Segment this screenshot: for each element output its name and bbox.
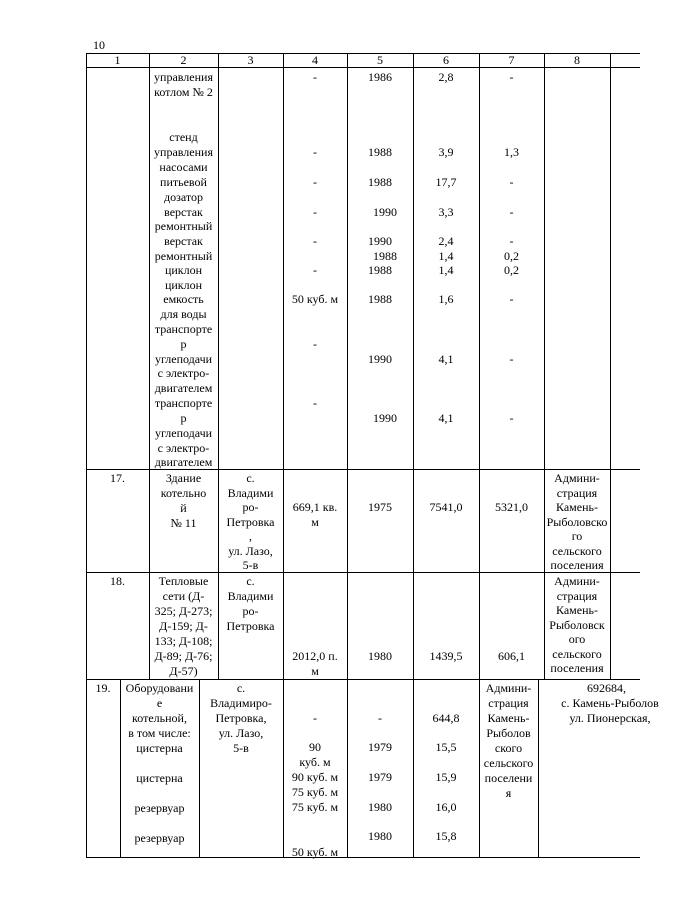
residual-value: 5321,0 (495, 500, 528, 514)
owner: Камень- (487, 711, 530, 725)
address: Владими (227, 589, 274, 603)
owner: ого (568, 632, 586, 646)
equipment-name: двигателем (154, 455, 213, 469)
cost-value: 3,3 (438, 205, 454, 219)
year-value: 1990 (368, 234, 392, 248)
year-value: 1990 (368, 352, 392, 366)
equipment-name: насосами (159, 160, 208, 174)
residual-value: - (509, 234, 514, 248)
residual-value: - (509, 411, 514, 425)
column-header-6: 6 (443, 53, 449, 67)
object-name: цистерна (136, 741, 183, 755)
year-value: 1980 (368, 829, 392, 843)
cost-value: 15,5 (435, 740, 457, 754)
object-name: Д-57) (169, 664, 198, 678)
object-name: Оборудовани (125, 681, 194, 695)
owner: сельского (552, 543, 602, 558)
owner: страция (488, 696, 529, 710)
owner: поселения (550, 558, 604, 572)
object-name: котельно (160, 486, 207, 500)
cost-value: 4,1 (438, 352, 454, 366)
object-name: Д-159; Д- (159, 619, 208, 633)
cost-value: 3,9 (438, 145, 454, 159)
column-header-5: 5 (377, 53, 383, 67)
area-value: - (313, 263, 317, 277)
residual-value: - (509, 70, 514, 84)
owner: сельского (552, 646, 602, 661)
cost-value: 15,9 (435, 770, 457, 784)
column-header-1: 1 (114, 53, 121, 67)
column-header-7: 7 (508, 53, 515, 67)
equipment-name: верстак (164, 234, 203, 248)
r19-column-rule-0 (86, 679, 87, 857)
equipment-name: р (180, 337, 187, 351)
object-name: Здание (165, 471, 202, 485)
cost-value: 1,4 (438, 249, 454, 263)
equipment-name: управления (154, 70, 213, 84)
cost-value: 17,7 (435, 175, 457, 189)
equipment-name: верстак (164, 205, 203, 219)
year-value: 1980 (368, 649, 392, 663)
area-value: - (313, 205, 317, 219)
area-value: 2012,0 п. (292, 649, 338, 663)
area-value: 75 куб. м (291, 785, 339, 799)
area-value: куб. м (299, 755, 331, 769)
owner: Админи- (485, 681, 532, 695)
equipment-name: стенд (169, 130, 198, 144)
year-value: 1990 (373, 205, 397, 219)
address: ул. Лазо, (218, 726, 264, 740)
year-value: 1988 (373, 249, 397, 263)
year-value: 1988 (368, 292, 392, 306)
owner: Рыболовско (546, 514, 608, 529)
year-value: - (378, 711, 382, 725)
owner: Админи- (554, 574, 600, 588)
owner: Рыболовск (549, 617, 605, 632)
address: с. (246, 471, 255, 485)
residual-value: - (509, 205, 514, 219)
object-name: резервуар (134, 831, 185, 845)
owner: ского (494, 741, 523, 755)
equipment-name: питьевой (160, 175, 207, 189)
year-value: 1988 (368, 145, 392, 159)
equipment-name: транспорте (154, 322, 213, 336)
address: , (249, 529, 252, 543)
table-bottom-rule (86, 857, 640, 858)
equipment-name: углеподачи (154, 426, 213, 440)
address: ро- (242, 604, 259, 618)
address: ро- (242, 500, 259, 514)
owner: я (505, 786, 512, 800)
area-value: 50 куб. м (291, 292, 339, 306)
object-name: е (156, 696, 163, 710)
r19-column-rule-7 (538, 679, 539, 857)
residual-value: 606,1 (498, 649, 525, 663)
address: Петровка (226, 619, 275, 633)
area-value: 669,1 кв. (292, 500, 338, 514)
equipment-name: для воды (160, 307, 207, 321)
cost-value: 4,1 (438, 411, 454, 425)
owner: поселения (550, 661, 604, 675)
page-number: 10 (93, 38, 105, 52)
year-value: 1979 (368, 740, 392, 754)
owner: сельского (483, 756, 534, 770)
column-header-4: 4 (312, 53, 318, 67)
cost-value: 2,8 (438, 70, 454, 84)
residual-value: - (509, 292, 514, 306)
equipment-name: двигателем (154, 381, 213, 395)
address: с. (246, 574, 255, 588)
residual-value: 0,2 (504, 263, 519, 277)
address: с. (236, 681, 246, 695)
address: 5-в (242, 558, 259, 572)
cost-value: 1,4 (438, 263, 454, 277)
object-name: Тепловые (158, 574, 209, 588)
equipment-name: циклон (164, 278, 203, 292)
equipment-name: емкость (163, 292, 204, 306)
object-name: й (180, 501, 187, 515)
address: Владимиро- (210, 696, 272, 710)
area-value: 50 куб. м (291, 845, 339, 859)
equipment-name: циклон (164, 263, 203, 277)
area-value: - (313, 396, 317, 410)
row-number: 18. (110, 574, 125, 588)
area-value: - (313, 337, 317, 351)
owner: го (571, 529, 583, 543)
address: ул. Лазо, (228, 543, 273, 558)
object-name: котельной, (132, 711, 187, 725)
cost-value: 7541,0 (429, 500, 463, 514)
equipment-name: ремонтный (154, 249, 213, 263)
area-value: - (313, 145, 317, 159)
cost-value: 1439,5 (429, 649, 463, 663)
address: 5-в (233, 741, 249, 755)
row-number: 17. (110, 471, 125, 485)
owner: поселени (484, 771, 533, 785)
address: Владими (227, 485, 274, 500)
column-header-3: 3 (247, 53, 254, 67)
area-value: 90 куб. м (291, 770, 339, 784)
row-number: 19. (95, 681, 111, 695)
year-value: 1990 (373, 411, 397, 425)
year-value: 1975 (368, 500, 392, 514)
area-value: м (311, 515, 319, 529)
object-name: № 11 (170, 516, 197, 530)
object-name: резервуар (134, 801, 185, 815)
object-name: 325; Д-273; (154, 604, 213, 618)
year-value: 1988 (368, 263, 392, 277)
residual-value: - (509, 175, 514, 189)
area-value: 90 (309, 740, 321, 754)
residual-value: 1,3 (504, 145, 519, 159)
year-value: 1988 (368, 175, 392, 189)
cost-value: 2,4 (438, 234, 454, 248)
owner: страция (556, 485, 598, 500)
address: Петровка (226, 514, 275, 529)
area-value: - (313, 70, 317, 84)
object-name: Д-89; Д-76; (154, 649, 213, 663)
residual-value: - (509, 352, 514, 366)
postal-address: с. Камень-Рыболов (561, 696, 659, 710)
equipment-name: дозатор (164, 190, 203, 204)
owner: Админи- (554, 471, 600, 485)
owner: Камень- (556, 500, 598, 514)
owner: Камень- (556, 603, 598, 617)
year-value: 1986 (368, 70, 392, 84)
cost-value: 644,8 (432, 711, 460, 725)
postal-address: ул. Пионерская, (569, 711, 651, 725)
row-19-top-rule (86, 679, 640, 680)
object-name: 133; Д-108; (154, 634, 213, 648)
year-value: 1980 (368, 800, 392, 814)
cost-value: 1,6 (438, 292, 454, 306)
equipment-name: котлом № 2 (154, 85, 213, 99)
equipment-name: ремонтный (154, 219, 213, 233)
column-rule-8 (610, 53, 611, 679)
area-value: - (313, 711, 317, 725)
equipment-name: углеподачи (154, 352, 213, 366)
area-value: - (313, 175, 317, 189)
column-header-2: 2 (180, 53, 187, 67)
equipment-name: р (180, 411, 187, 425)
equipment-name: транспорте (154, 396, 213, 410)
object-name: цистерна (136, 771, 183, 785)
cost-value: 15,8 (435, 829, 457, 843)
object-name: в том числе: (128, 726, 191, 740)
equipment-name: с электро- (157, 366, 210, 380)
equipment-name: с электро- (157, 441, 210, 455)
object-name: сети (Д- (162, 589, 205, 603)
postal-address: 692684, (587, 681, 626, 695)
owner: Рыболов (486, 726, 531, 740)
column-header-8: 8 (574, 53, 580, 67)
area-value: 75 куб. м (291, 800, 339, 814)
residual-value: 0,2 (504, 249, 519, 263)
year-value: 1979 (368, 770, 392, 784)
owner: страция (556, 588, 598, 603)
area-value: м (311, 664, 319, 678)
cost-value: 16,0 (435, 800, 457, 814)
equipment-name: управления (154, 145, 213, 159)
area-value: - (313, 234, 317, 248)
address: Петровка, (215, 711, 267, 725)
